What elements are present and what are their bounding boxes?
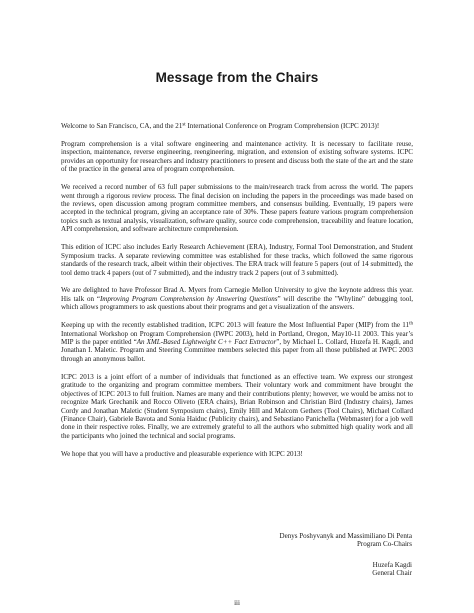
paragraph-tracks: This edition of ICPC also includes Early Research Achievement (ERA), Industry, Formal Tool Demonstration, and Student Symposium tracks. A separate reviewing committee was established for these tracks, which followed the same rigorous standards of the research track, albeit within their objectives. The ERA track will feature 5 papers (out of 14 submitted), the tool demo track 4 papers (out of 7 submitted), and the industry track 2 papers (out of 3 submitted). <box>61 243 413 277</box>
message-body <box>61 122 413 468</box>
page-title: Message from the Chairs <box>155 70 319 85</box>
program-chairs-signature <box>212 532 412 549</box>
keynote-talk-title: Improving Program Comprehension by Answering Questions <box>99 294 278 303</box>
mip-text-c: ”, by Michael L. Collard, Huzefa H. Kagdi, and Jonathan I. Maletic. Program and Steering Committee members selected this paper from all those published at IWPC 2003 through an anonymous ballot. <box>61 338 413 363</box>
paragraph-intro: Program comprehension is a vital software engineering and maintenance activity. It is necessary to facilitate reuse, inspection, maintenance, reverse engineering, reengineering, migration, and extension of existing software systems. ICPC provides an opportunity for researchers and industry practitioners to present and discuss both the state of the art and the state of the practice in the general area of program comprehension. <box>61 139 413 174</box>
welcome-ordinal-suffix: st <box>182 122 186 128</box>
mip-text-a: Keeping up with the recently established tradition, ICPC 2013 will feature the Most Influential Paper (MIP) from the 11 <box>61 321 410 330</box>
welcome-text-a: Welcome to San Francisco, CA, and the 21 <box>61 122 183 130</box>
paragraph-acknowledgements: ICPC 2013 is a joint effort of a number of individuals that functioned as an effective team. We express our strongest gratitude to the organizing and program committee members. Their voluntary work and commitment have brought the objectives of ICPC 2013 to full fruition. Names are many and their contributions plenty; however, we would be amiss not to recognize Mark Grechanik and Rocco Oliveto (ERA chairs), Brian Robinson and Christian Bird (Industry chairs), James Cordy and Jonathan Maletic (Student Symposium chairs), Emily Hill and Malcom Gethers (Tool Chairs), Michael Collard (Finance Chair), Gabriele Bavota and Sonia Haiduc (Publicity chairs), and Sebastiano Panichella (Webmaster) for a job well done in their respective roles. Finally, we are extremely grateful to all the authors who submitted high quality work and all the participants who joined the technical and social programs. <box>61 372 413 440</box>
keynote-text-b: ” will describe the "Whyline" debugging tool, which allows programmers to ask questions about their programs and get a visualization of the answers. <box>61 294 413 312</box>
general-chair-signature <box>212 561 412 578</box>
general-chair-name: Huzefa Kagdi <box>372 561 412 569</box>
paragraph-keynote <box>61 286 413 311</box>
general-chair-role: General Chair <box>372 569 412 578</box>
mip-paper-title: An XML-Based Lightweight C++ Fact Extractor <box>136 338 277 347</box>
welcome-text-b: International Conference on Program Comprehension (ICPC 2013)! <box>185 122 380 130</box>
paragraph-closing: We hope that you will have a productive and pleasurable experience with ICPC 2013! <box>61 449 303 458</box>
paragraph-submissions: We received a record number of 63 full paper submissions to the main/research track from across the world. The papers went through a rigorous review process. The final decision on including the papers in the proceedings was made based on the reviews, open discussion among program committee members, and consensus building. Eventually, 19 papers were accepted in the technical program, giving an acceptance rate of 30%. These papers feature various program comprehension topics such as textual analysis, visualization, software quality, source code comprehension, traceability and feature location, API comprehension, and software architecture comprehension. <box>61 183 413 234</box>
page-number: iii <box>234 599 240 607</box>
mip-text-b: International Workshop on Program Comprehension (IWPC 2003), held in Portland, Oregon, May10-11 2003. This year’s MIP is the paper entitled “ <box>61 329 413 347</box>
mip-ordinal-suffix: th <box>409 321 413 327</box>
paragraph-welcome <box>61 122 413 130</box>
keynote-text-a: We are delighted to have Professor Brad A. Myers from Carnegie Mellon University to give the keynote address this year. His talk on “ <box>61 286 413 303</box>
paragraph-mip <box>61 321 413 363</box>
program-chairs-names: Denys Poshyvanyk and Massimiliano Di Penta <box>279 532 412 540</box>
program-chairs-role: Program Co-Chairs <box>357 540 412 549</box>
